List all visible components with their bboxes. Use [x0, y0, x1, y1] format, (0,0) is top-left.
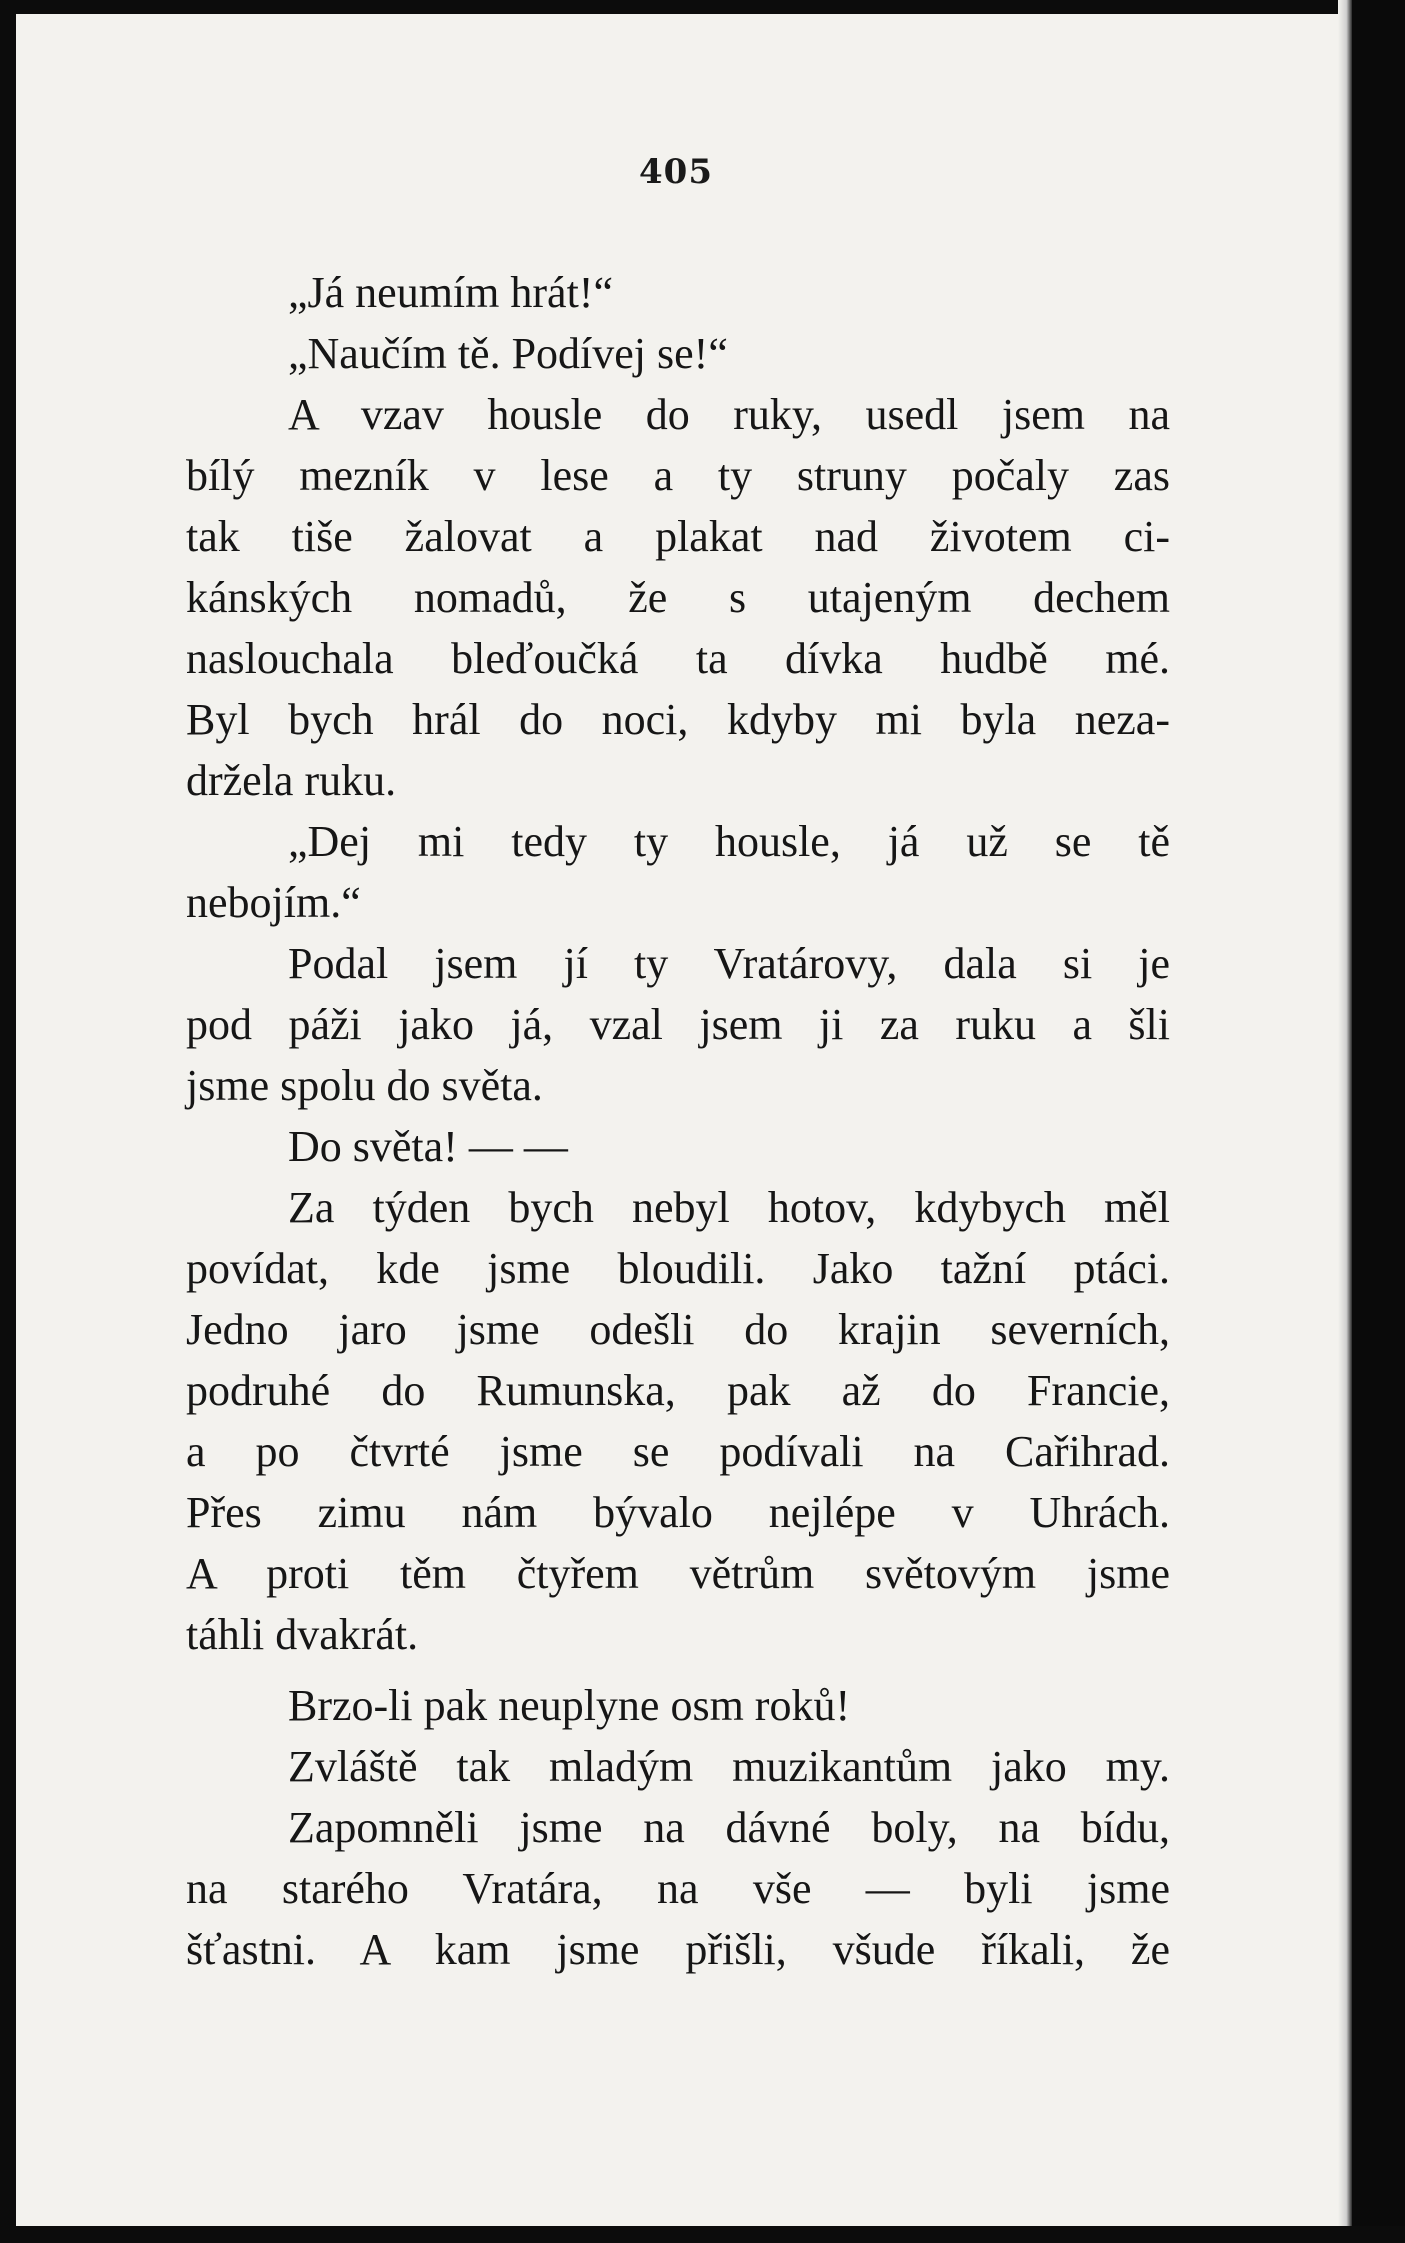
text-line: bílý mezník v lese a ty struny počaly zas	[186, 451, 1170, 500]
text-line: Podal jsem jí ty Vratárovy, dala si je	[288, 939, 1170, 988]
text-line: pod páži jako já, vzal jsem ji za ruku a šli	[186, 1000, 1170, 1049]
text-line: táhli dvakrát.	[186, 1610, 419, 1659]
text-line: A proti těm čtyřem větrům světovým jsme	[186, 1549, 1170, 1598]
text-line: nebojím.“	[186, 878, 361, 927]
text-line: tak tiše žalovat a plakat nad životem ci-	[186, 512, 1170, 561]
text-line: „Dej mi tedy ty housle, já už se tě	[288, 817, 1170, 866]
text-line: držela ruku.	[186, 756, 397, 805]
text-line: „Já neumím hrát!“	[288, 268, 613, 317]
text-line: Brzo-li pak neuplyne osm roků!	[288, 1681, 851, 1730]
text-line: povídat, kde jsme bloudili. Jako tažní ptáci.	[186, 1244, 1170, 1293]
scan-border-bottom	[0, 2226, 1405, 2243]
text-line: Zapomněli jsme na dávné boly, na bídu,	[288, 1803, 1170, 1852]
text-line: podruhé do Rumunska, pak až do Francie,	[186, 1366, 1170, 1415]
body-text	[186, 262, 1170, 1980]
text-line: jsme spolu do světa.	[186, 1061, 543, 1110]
scan-border-top	[0, 0, 1405, 14]
text-line: šťastni. A kam jsme přišli, všude říkali, že	[186, 1925, 1170, 1974]
text-line: Zvláště tak mladým muzikantům jako my.	[288, 1742, 1170, 1791]
text-line: a po čtvrté jsme se podívali na Cařihrad.	[186, 1427, 1170, 1476]
text-line: „Naučím tě. Podívej se!“	[288, 329, 728, 378]
text-line: Za týden bych nebyl hotov, kdybych měl	[288, 1183, 1170, 1232]
text-line: Do světa! — —	[288, 1122, 568, 1171]
scan-border-left	[0, 0, 16, 2243]
scan-border-right	[1352, 0, 1405, 2243]
text-line: Jedno jaro jsme odešli do krajin severních,	[186, 1305, 1170, 1354]
text-line: A vzav housle do ruky, usedl jsem na	[288, 390, 1170, 439]
text-line: Byl bych hrál do noci, kdyby mi byla neza-	[186, 695, 1170, 744]
text-line: na starého Vratára, na vše — byli jsme	[186, 1864, 1170, 1913]
text-line: Přes zimu nám bývalo nejlépe v Uhrách.	[186, 1488, 1170, 1537]
text-line: naslouchala bleďoučká ta dívka hudbě mé.	[186, 634, 1170, 683]
page-edge-shadow	[1338, 0, 1352, 2243]
text-line: kánských nomadů, že s utajeným dechem	[186, 573, 1170, 622]
page-number: 405	[639, 152, 713, 192]
